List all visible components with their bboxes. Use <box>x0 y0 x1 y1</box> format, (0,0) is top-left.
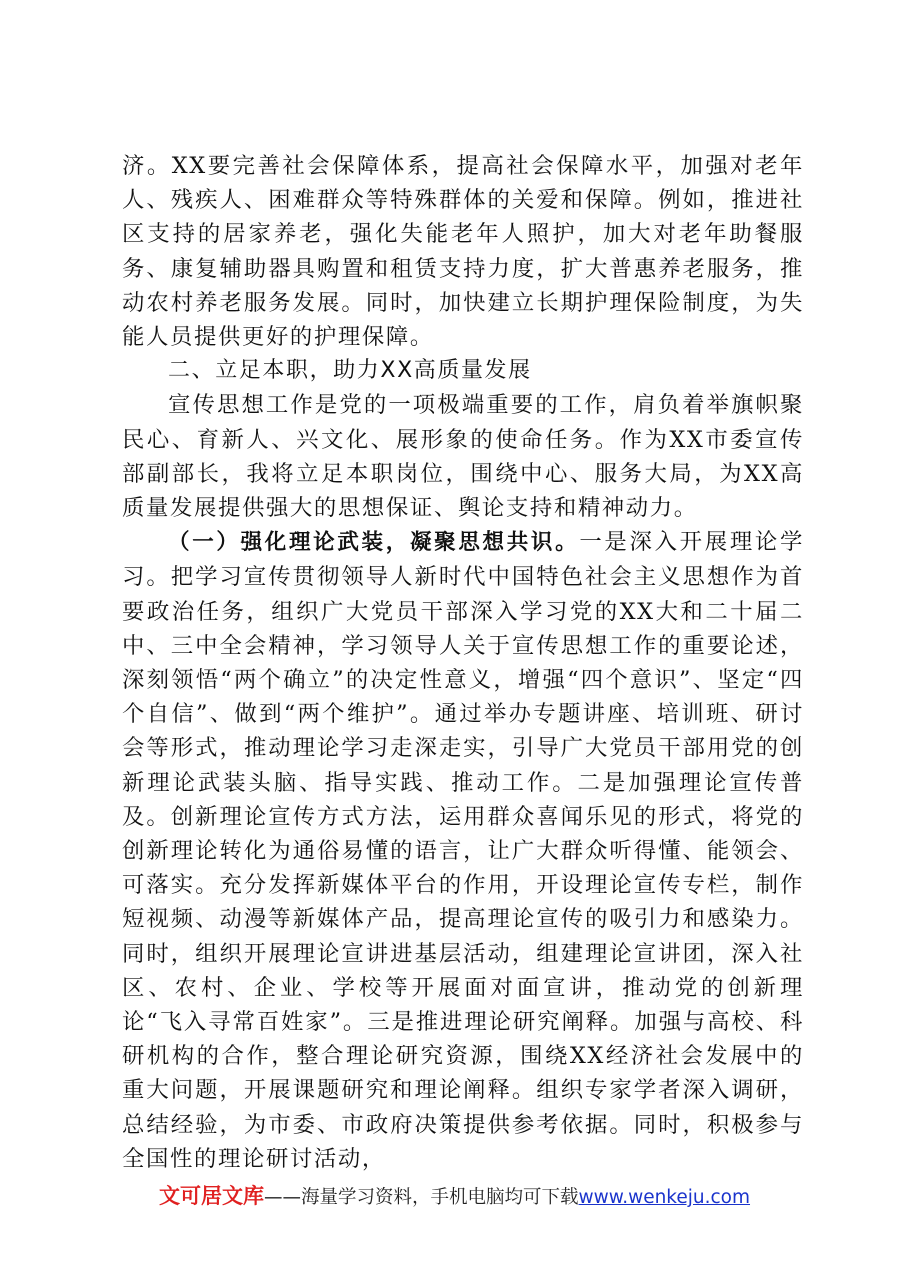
brand-name: 文可居文库 <box>158 1184 264 1208</box>
subsection-body: 一是深入开展理论学习。把学习宣传贯彻领导人新时代中国特色社会主义思想作为首要政治任务，组织广大党员干部深入学习党的XX大和二十届二中、三中全会精神，学习领导人关于宣传思想工作的重要论述，深刻领悟“两个确立”的决定性意义，增强“四个意识”、坚定“四个自信”、做到“两个维护”。通过举办专题讲座、培训班、研讨会等形式，推动理论学习走深走实，引导广大党员干部用党的创新理论武装头脑、指导实践、推动工作。二是加强理论宣传普及。创新理论宣传方式方法，运用群众喜闻乐见的形式，将党的创新理论转化为通俗易懂的语言，让广大群众听得懂、能领会、可落实。充分发挥新媒体平台的作用，开设理论宣传专栏，制作短视频、动漫等新媒体产品，提高理论宣传的吸引力和感染力。同时，组织开展理论宣讲进基层活动，组建理论宣讲团，深入社区、农村、企业、学校等开展面对面宣讲，推动党的创新理论“飞入寻常百姓家”。三是推进理论研究阐释。加强与高校、科研机构的合作，整合理论研究资源，围绕XX经济社会发展中的重大问题，开展课题研究和理论阐释。组织专家学者深入调研，总结经验，为市委、市政府决策提供参考依据。同时，积极参与全国性的理论研讨活动， <box>122 529 805 1172</box>
footer-banner <box>0 1182 909 1212</box>
paragraph-social-security: 济。XX要完善社会保障体系，提高社会保障水平，加强对老年人、残疾人、困难群众等特殊群体的关爱和保障。例如，推进社区支持的居家养老，强化失能老年人照护，加大对老年助餐服务、康复辅助器具购置和租赁支持力度，扩大普惠养老服务，推动农村养老服务发展。同时，加快建立长期护理保险制度，为失能人员提供更好的护理保障。 <box>122 153 804 351</box>
section-heading: 二、立足本职，助力XX高质量发展 <box>168 358 532 384</box>
website-link[interactable]: www.wenkeju.com <box>578 1187 751 1208</box>
document-body <box>122 149 804 1176</box>
paragraph-propaganda-work: 宣传思想工作是党的一项极端重要的工作，肩负着举旗帜聚民心、育新人、兴文化、展形象的使命任务。作为XX市委宣传部副部长，我将立足本职岗位，围绕中心、服务大局，为XX高质量发展提供强大的思想保证、舆论支持和精神动力。 <box>122 392 804 522</box>
paragraph-theory-armament <box>122 525 804 1176</box>
subsection-title: （一）强化理论武装，凝聚思想共识。 <box>168 530 580 556</box>
footer-tagline: ——海量学习资料，手机电脑均可下载 <box>263 1187 579 1208</box>
